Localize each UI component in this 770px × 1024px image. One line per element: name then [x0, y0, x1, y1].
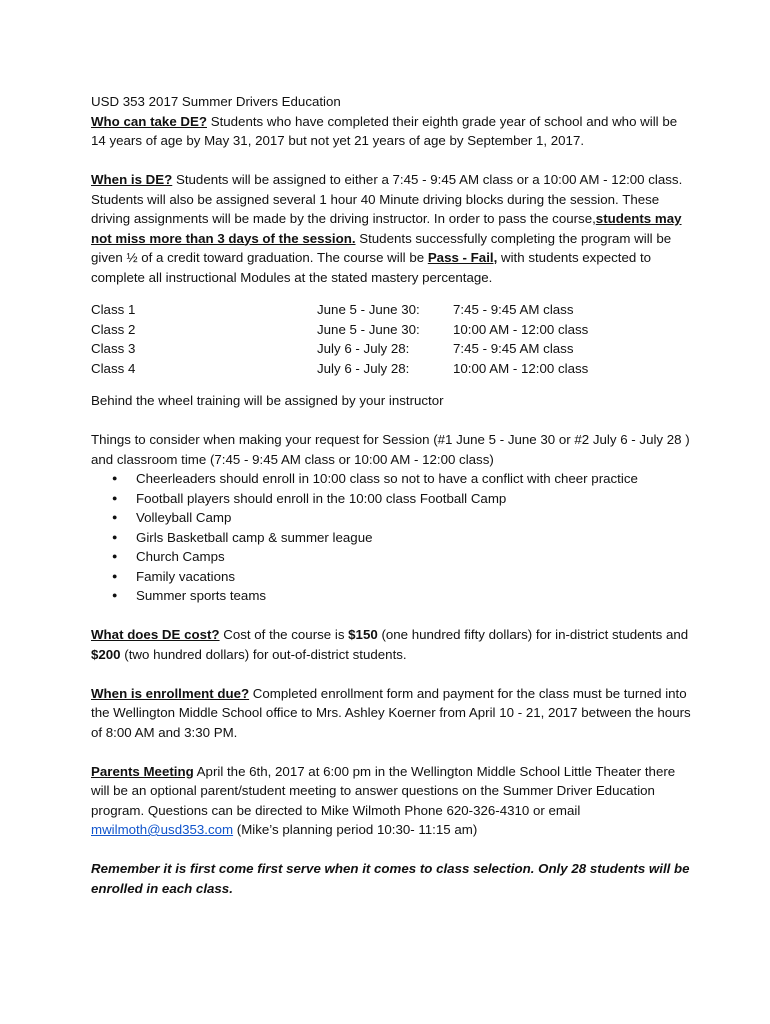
class-time: 10:00 AM - 12:00 class [453, 360, 589, 376]
class-time: 10:00 AM - 12:00 class [453, 321, 589, 337]
when-text-1: Students will be assigned to either a 7:45 - 9:45 AM class or a 10:00 AM - 12:00 class. Students will also be assigned several 1 hour 40 Minute driving blocks during the session. These driving assignments will be made by the driving instructor. In order to pass the course, [91, 172, 683, 226]
list-item: ● Summer sports teams [136, 586, 691, 606]
planning-period-text: (Mike’s planning period 10:30- 11:15 am) [233, 822, 478, 837]
when-text-2: Students successfully completing the program will be given ½ of a credit toward graduation. The course will be [91, 230, 672, 265]
document-title: USD 353 2017 Summer Drivers Education [91, 94, 341, 109]
reminder-note: Remember it is first come first serve when it comes to class selection. Only 28 students will be enrolled in each class. [91, 861, 690, 896]
list-item: ● Girls Basketball camp & summer league [136, 528, 691, 548]
table-row [91, 339, 588, 359]
table-row [91, 300, 588, 320]
pass-fail-label: Pass - Fail, [427, 250, 498, 265]
table-row [91, 320, 588, 340]
class-name: Class 2 [91, 321, 136, 337]
when-section [91, 170, 691, 287]
who-heading: Who can take DE? [91, 113, 207, 129]
class-dates: July 6 - July 28: [317, 341, 410, 356]
attendance-rule: students may not miss more than 3 days of the session. [91, 211, 682, 246]
cost-text-3: (two hundred dollars) for out-of-district students. [120, 646, 407, 662]
cost-heading: What does DE cost? [91, 627, 220, 642]
document-page [91, 92, 691, 898]
class-dates: July 6 - July 28: [317, 360, 410, 376]
considerations-intro: Things to consider when making your request for Session (#1 June 5 - June 30 or #2 July 6 - July 28 ) and classroom time (7:45 - 9:45 AM class or 10:00 AM - 12:00 class) [91, 432, 690, 467]
table-row [91, 359, 588, 379]
list-item: ● Family vacations [136, 567, 691, 587]
enrollment-heading: When is enrollment due? [91, 685, 250, 701]
enrollment-section [91, 684, 691, 743]
class-schedule-table [91, 300, 588, 378]
list-item: ● Volleyball Camp [136, 508, 691, 528]
behind-wheel-note: Behind the wheel training will be assigned by your instructor [91, 393, 444, 408]
out-of-district-price: $200 [91, 646, 121, 662]
email-link[interactable]: mwilmoth@usd353.com [91, 822, 234, 837]
enrollment-text: Completed enrollment form and payment for the class must be turned into the Wellington Middle School office to Mrs. Ashley Koerner from April 10 - 21, 2017 between the hours of 8:00 AM and 3:30 PM. [91, 685, 691, 740]
class-name: Class 4 [91, 360, 136, 376]
class-time: 7:45 - 9:45 AM class [453, 302, 574, 317]
parents-meeting-heading: Parents Meeting [91, 763, 194, 779]
considerations-list [91, 469, 691, 606]
when-heading: When is DE? [91, 172, 173, 187]
cost-text-2: (one hundred fifty dollars) for in-district students and [377, 627, 689, 642]
cost-section [91, 625, 691, 664]
list-item: ● Football players should enroll in the 10:00 class Football Camp [136, 489, 691, 509]
class-name: Class 3 [91, 341, 136, 356]
when-text-3: with students expected to complete all instructional Modules at the stated mastery percentage. [91, 250, 652, 285]
class-dates: June 5 - June 30: [317, 302, 420, 317]
class-name: Class 1 [91, 302, 136, 317]
cost-text-1: Cost of the course is [219, 627, 349, 642]
class-time: 7:45 - 9:45 AM class [453, 341, 574, 356]
who-section [91, 112, 691, 151]
in-district-price: $150 [348, 627, 378, 642]
who-text: Students who have completed their eighth grade year of school and who will be 14 years of age by May 31, 2017 but not yet 21 years of age by September 1, 2017. [91, 113, 678, 148]
class-dates: June 5 - June 30: [317, 321, 420, 337]
list-item: ● Church Camps [136, 547, 691, 567]
list-item: ● Cheerleaders should enroll in 10:00 class so not to have a conflict with cheer practice [136, 469, 691, 489]
parents-meeting-text: April the 6th, 2017 at 6:00 pm in the Wellington Middle School Little Theater there will be an optional parent/student meeting to answer questions on the Summer Driver Education program. Questions can be directed to Mike Wilmoth Phone 620-326-4310 or email [91, 763, 676, 818]
parents-meeting-section [91, 762, 691, 840]
